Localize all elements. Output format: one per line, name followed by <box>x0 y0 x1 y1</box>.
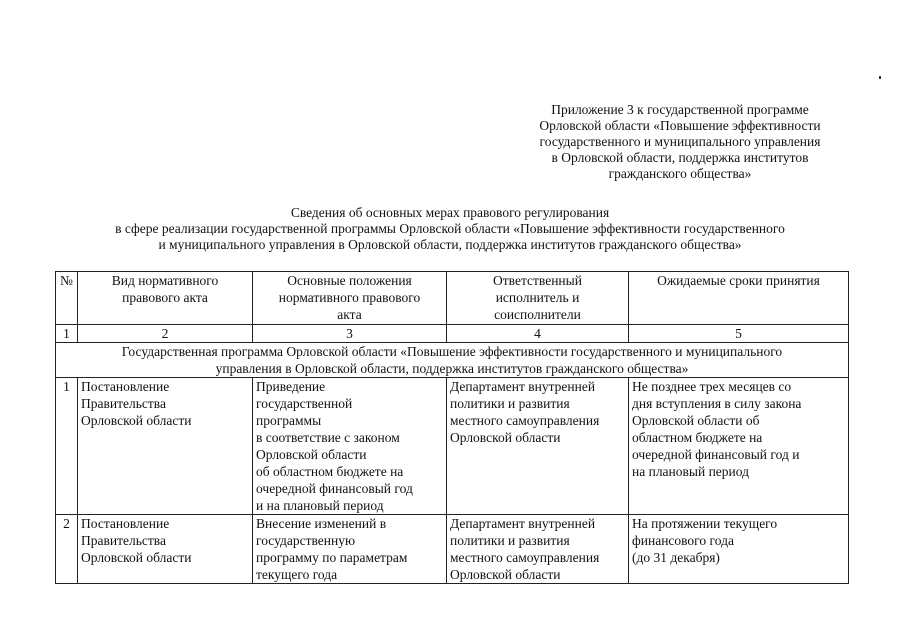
table-row <box>56 378 849 515</box>
act-type-cell <box>78 515 253 584</box>
header-text: Ожидаемые сроки принятия <box>657 273 820 288</box>
column-number-row <box>56 325 849 343</box>
cell-line: Внесение изменений в <box>256 516 387 531</box>
column-number: 2 <box>78 325 253 343</box>
cell-line: текущего года <box>256 567 338 582</box>
section-title-line: управления в Орловской области, поддержка институтов гражданского общества» <box>215 361 689 376</box>
cell-line: государственной <box>256 396 353 411</box>
cell-line: государственную <box>256 533 356 548</box>
cell-line: дня вступления в силу закона <box>632 396 802 411</box>
cell-line: Постановление <box>81 516 170 531</box>
cell-line: и на плановый период <box>256 498 384 513</box>
cell-line: Орловской области <box>81 413 192 428</box>
cell-line: Приведение <box>256 379 326 394</box>
cell-line: финансового года <box>632 533 734 548</box>
terms-cell <box>629 378 849 515</box>
header-text: соисполнители <box>494 307 581 322</box>
appendix-line: Орловской области «Повышение эффективности <box>539 118 821 133</box>
column-number: 4 <box>447 325 629 343</box>
cell-line: Орловской области <box>256 447 367 462</box>
cell-line: Не позднее трех месяцев со <box>632 379 792 394</box>
cell-line: политики и развития <box>450 396 570 411</box>
header-text: Ответственный <box>493 273 582 288</box>
cell-line: Правительства <box>81 533 166 548</box>
cell-line: областном бюджете на <box>632 430 763 445</box>
cell-line: местного самоуправления <box>450 413 600 428</box>
cell-line: очередной финансовый год <box>256 481 413 496</box>
cell-line: программы <box>256 413 322 428</box>
header-cell-act-type <box>78 272 253 325</box>
header-cell-provisions <box>253 272 447 325</box>
cell-line: Департамент внутренней <box>450 379 596 394</box>
header-cell-terms <box>629 272 849 325</box>
scan-mark <box>879 76 881 79</box>
executor-cell <box>447 515 629 584</box>
cell-line: Департамент внутренней <box>450 516 596 531</box>
appendix-line: в Орловской области, поддержка институтов <box>551 150 809 165</box>
title-line: в сфере реализации государственной программы Орловской области «Повышение эффективности государственного <box>115 221 785 236</box>
header-text: правового акта <box>122 290 208 305</box>
cell-line: программу по параметрам <box>256 550 408 565</box>
terms-cell <box>629 515 849 584</box>
section-title <box>56 343 849 378</box>
title-line: Сведения об основных мерах правового регулирования <box>290 205 610 220</box>
appendix-line: гражданского общества» <box>608 166 752 181</box>
section-title-line: Государственная программа Орловской области «Повышение эффективности государственного и муниципального <box>121 344 783 359</box>
table-row <box>56 515 849 584</box>
cell-line: Орловской области <box>81 550 192 565</box>
cell-line: в соответствие с законом <box>256 430 400 445</box>
cell-line: Орловской области <box>450 430 561 445</box>
cell-line: Постановление <box>81 379 170 394</box>
cell-line: Правительства <box>81 396 166 411</box>
provisions-cell <box>253 515 447 584</box>
appendix-line: государственного и муниципального управления <box>539 134 821 149</box>
header-text: Основные положения <box>287 273 412 288</box>
cell-line: (до 31 декабря) <box>632 550 720 565</box>
cell-line: очередной финансовый год и <box>632 447 800 462</box>
cell-line: На протяжении текущего <box>632 516 778 531</box>
column-number: 5 <box>629 325 849 343</box>
header-cell-number <box>56 272 78 325</box>
table-header-row <box>56 272 849 325</box>
act-type-cell <box>78 378 253 515</box>
cell-line: об областном бюджете на <box>256 464 404 479</box>
row-number: 1 <box>56 378 78 515</box>
appendix-line: Приложение 3 к государственной программе <box>551 102 809 117</box>
header-text: акта <box>337 307 362 322</box>
header-text: Вид нормативного <box>111 273 219 288</box>
executor-cell <box>447 378 629 515</box>
cell-line: Орловской области об <box>632 413 760 428</box>
title-line: и муниципального управления в Орловской области, поддержка институтов гражданского общества» <box>158 237 742 252</box>
section-row <box>56 343 849 378</box>
document-title <box>40 205 860 253</box>
header-text: № <box>60 273 73 288</box>
cell-line: Орловской области <box>450 567 561 582</box>
provisions-cell <box>253 378 447 515</box>
row-number: 2 <box>56 515 78 584</box>
regulation-measures-table <box>55 271 849 584</box>
cell-line: местного самоуправления <box>450 550 600 565</box>
cell-line: политики и развития <box>450 533 570 548</box>
appendix-note <box>470 102 890 182</box>
cell-line: на плановый период <box>632 464 749 479</box>
header-cell-executor <box>447 272 629 325</box>
header-text: исполнитель и <box>495 290 580 305</box>
header-text: нормативного правового <box>278 290 421 305</box>
column-number: 3 <box>253 325 447 343</box>
column-number: 1 <box>56 325 78 343</box>
